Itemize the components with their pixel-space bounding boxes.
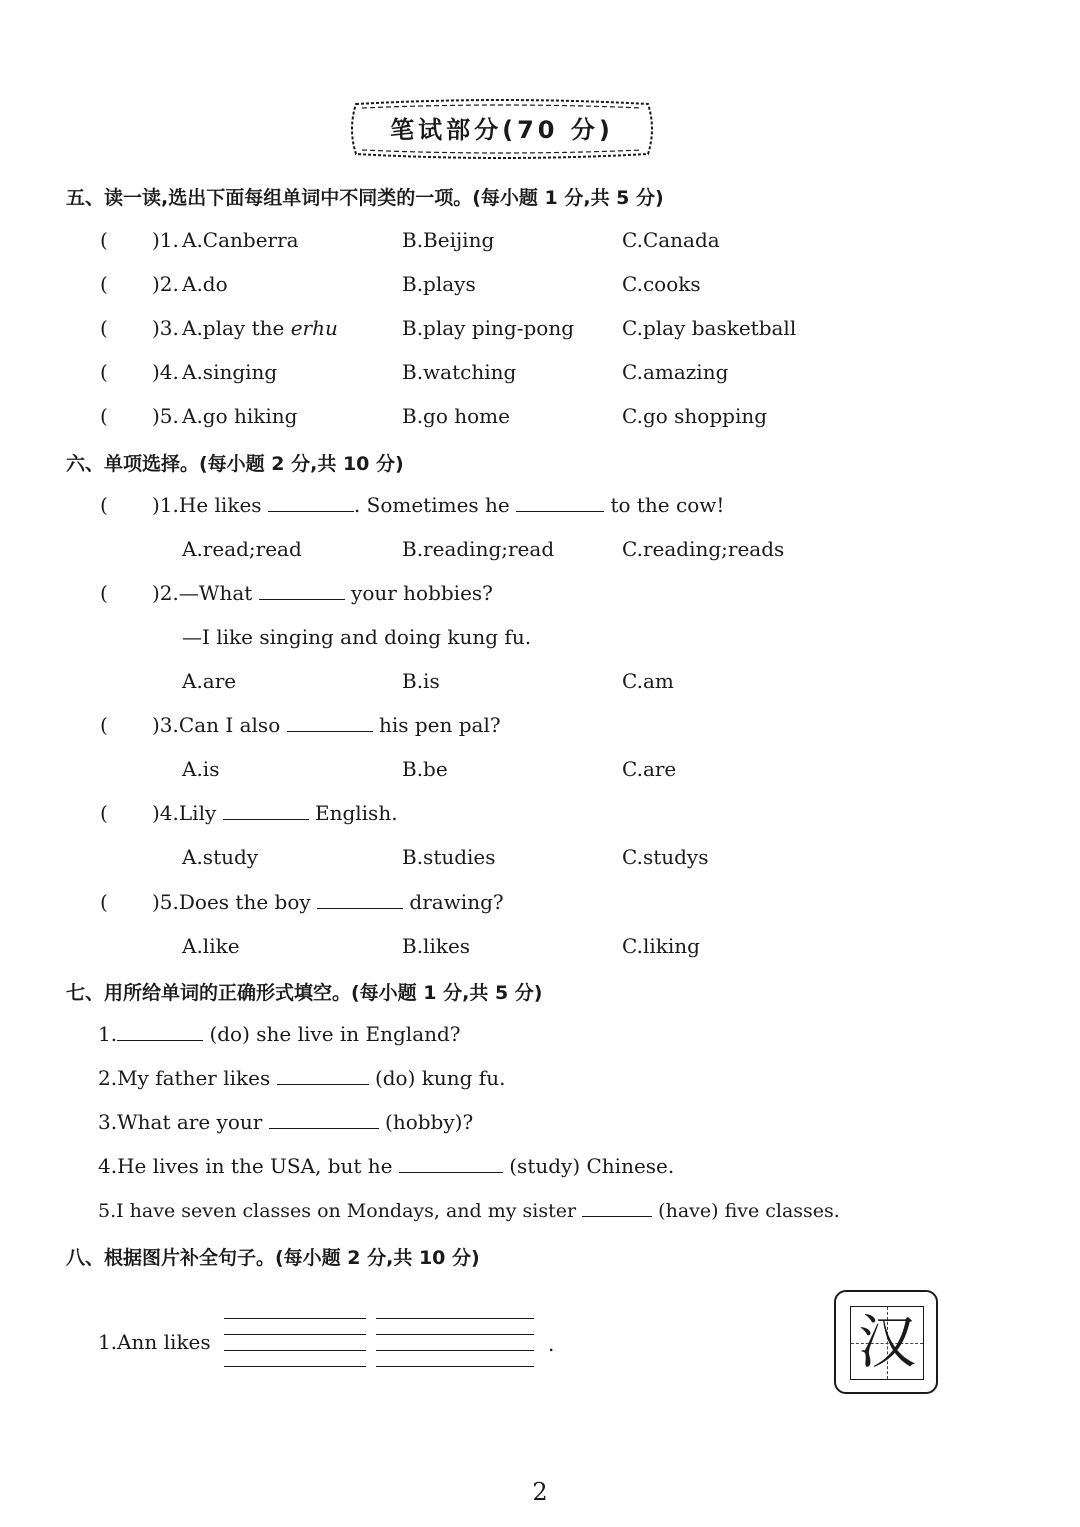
question-text: English.	[308, 801, 398, 825]
option-c: C.liking	[622, 934, 700, 958]
answer-blank[interactable]	[277, 1066, 369, 1085]
option-a: A.go hiking	[182, 404, 298, 428]
question-text: (do) she live in England?	[203, 1022, 461, 1046]
dialogue-reply: —I like singing and doing kung fu.	[182, 625, 532, 649]
option-a-italic: erhu	[290, 316, 338, 340]
option-c: C.amazing	[622, 360, 729, 384]
answer-blank[interactable]	[259, 581, 345, 600]
answer-paren[interactable]: (	[100, 228, 108, 252]
option-c: C.reading;reads	[622, 537, 785, 561]
option-b: B.reading;read	[402, 537, 555, 561]
option-a: A.study	[182, 845, 259, 869]
section-8-heading: 八、根据图片补全句子。(每小题 2 分,共 10 分)	[66, 1247, 480, 1269]
section-title: 笔试部分(70 分)	[390, 116, 614, 144]
section-6-question-5	[152, 890, 504, 914]
section-7-question-5	[98, 1198, 840, 1222]
section-5-heading: 五、读一读,选出下面每组单词中不同类的一项。(每小题 1 分,共 5 分)	[66, 187, 664, 209]
question-text: . Sometimes he	[353, 493, 517, 517]
question-text: his pen pal?	[372, 713, 501, 737]
answer-paren[interactable]: (	[100, 890, 108, 914]
option-b: B.go home	[402, 404, 510, 428]
option-c: C.am	[622, 669, 674, 693]
question-number: )4.	[152, 360, 179, 384]
option-b: B.play ping-pong	[402, 316, 575, 340]
question-text: Can I also	[178, 713, 287, 737]
question-number: )3.	[152, 713, 179, 737]
sentence-end-period: .	[548, 1332, 555, 1356]
answer-blank[interactable]	[516, 493, 604, 512]
answer-paren[interactable]: (	[100, 493, 108, 517]
answer-paren[interactable]: (	[100, 360, 108, 384]
option-c: C.play basketball	[622, 316, 797, 340]
question-text: 5.I have seven classes on Mondays, and my sister	[98, 1200, 583, 1222]
answer-blank[interactable]	[399, 1154, 503, 1173]
question-text: (study) Chinese.	[502, 1154, 675, 1178]
option-c: C.go shopping	[622, 404, 768, 428]
answer-paren[interactable]: (	[100, 272, 108, 296]
question-number: )1.	[152, 493, 179, 517]
answer-paren[interactable]: (	[100, 404, 108, 428]
question-text: (have) five classes.	[652, 1200, 840, 1222]
option-c: C.are	[622, 757, 677, 781]
question-text: 4.He lives in the USA, but he	[98, 1154, 399, 1178]
question-text: 2.My father likes	[98, 1066, 277, 1090]
answer-blank[interactable]	[287, 713, 373, 732]
question-number: )5.	[152, 890, 179, 914]
option-a: A.is	[182, 757, 220, 781]
option-b: B.watching	[402, 360, 517, 384]
option-c: C.studys	[622, 845, 709, 869]
option-a	[182, 316, 338, 340]
option-b: B.Beijing	[402, 228, 495, 252]
page-number: 2	[532, 1478, 548, 1506]
section-7-question-4	[98, 1154, 674, 1178]
question-text: drawing?	[403, 890, 504, 914]
option-a: A.read;read	[182, 537, 302, 561]
section-6-question-4	[152, 801, 398, 825]
question-number: )2.	[152, 272, 179, 296]
question-text: He likes	[178, 493, 268, 517]
question-number: )4.	[152, 801, 179, 825]
option-a-text: A.play the	[182, 316, 291, 340]
section-7-heading: 七、用所给单词的正确形式填空。(每小题 1 分,共 5 分)	[66, 982, 543, 1004]
option-a: A.singing	[182, 360, 278, 384]
question-number: )1.	[152, 228, 179, 252]
answer-paren[interactable]: (	[100, 316, 108, 340]
question-text: —What	[178, 581, 259, 605]
section-6-question-2	[152, 581, 493, 605]
section-8-question-1-text: 1.Ann likes	[98, 1330, 211, 1354]
answer-paren[interactable]: (	[100, 713, 108, 737]
option-a: A.like	[182, 934, 240, 958]
option-a: A.Canberra	[182, 228, 299, 252]
option-b: B.plays	[402, 272, 476, 296]
question-text: Does the boy	[178, 890, 318, 914]
option-b: B.likes	[402, 934, 471, 958]
answer-blank[interactable]	[582, 1198, 652, 1217]
option-c: C.Canada	[622, 228, 720, 252]
answer-paren[interactable]: (	[100, 581, 108, 605]
answer-blank[interactable]	[223, 801, 309, 820]
answer-blank[interactable]	[268, 493, 354, 512]
option-c: C.cooks	[622, 272, 701, 296]
question-number: )3.	[152, 316, 179, 340]
section-7-question-2	[98, 1066, 505, 1090]
question-number: )2.	[152, 581, 179, 605]
section-7-question-3	[98, 1110, 473, 1134]
option-a: A.do	[182, 272, 228, 296]
question-text: to the cow!	[604, 493, 725, 517]
section-7-question-1	[98, 1022, 461, 1046]
section-6-heading: 六、单项选择。(每小题 2 分,共 10 分)	[66, 453, 404, 475]
option-b: B.is	[402, 669, 440, 693]
option-b: B.be	[402, 757, 448, 781]
question-text: your hobbies?	[344, 581, 493, 605]
option-b: B.studies	[402, 845, 496, 869]
answer-blank[interactable]	[317, 890, 403, 909]
question-text: 1.	[98, 1022, 118, 1046]
question-text: 3.What are your	[98, 1110, 269, 1134]
section-6-question-1	[152, 493, 724, 517]
option-a: A.are	[182, 669, 237, 693]
question-text: (do) kung fu.	[368, 1066, 506, 1090]
hanzi-character: 汉	[857, 1308, 916, 1376]
tianzige-grid	[850, 1306, 924, 1380]
section-title-frame	[350, 98, 654, 160]
picture-hanzi-card	[834, 1290, 938, 1394]
question-number: )5.	[152, 404, 179, 428]
answer-blank[interactable]	[117, 1022, 203, 1041]
answer-blank[interactable]	[269, 1110, 379, 1129]
question-text: (hobby)?	[378, 1110, 474, 1134]
question-text: Lily	[178, 801, 223, 825]
answer-paren[interactable]: (	[100, 801, 108, 825]
section-6-question-3	[152, 713, 501, 737]
